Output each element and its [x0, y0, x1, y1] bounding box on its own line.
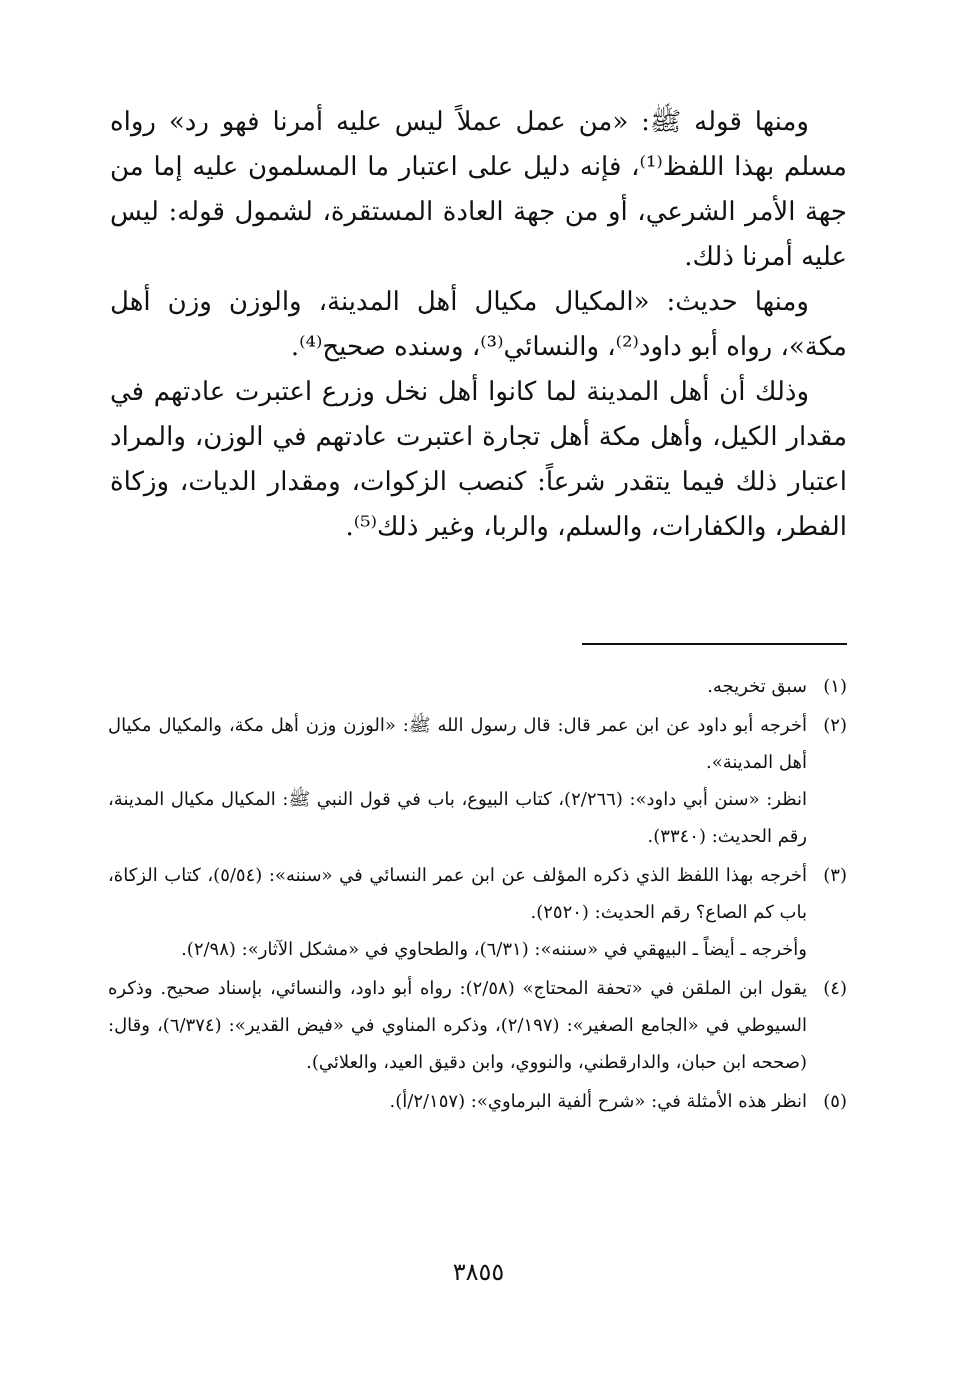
footnote-number: (٢) — [823, 715, 847, 736]
footnote-text: أخرجه بهذا اللفظ الذي ذكره المؤلف عن ابن عمر النسائي في «سننه»: (٥/٥٤)، كتاب الزكاة، باب كم الصاع؟ رقم الحديث: (٢٥٢٠). — [108, 865, 808, 923]
footnote-text: انظر: «سنن أبي داود»: (٢/٢٦٦)، كتاب البيوع، باب في قول النبي ﷺ: المكيال مكيال المدينة، رقم الحديث: (٣٣٤٠). — [108, 789, 807, 847]
footnote — [108, 857, 847, 968]
footnote-text: انظر هذه الأمثلة في: «شرح ألفية البرماوي»: (٢/١٥٧/أ). — [389, 1091, 807, 1112]
footnote-number: (١) — [823, 676, 847, 697]
footnote-divider — [582, 643, 847, 645]
footnote — [108, 668, 847, 705]
footnote-text: سبق تخريجه. — [707, 676, 807, 697]
footnote — [108, 707, 847, 855]
footnotes — [108, 668, 847, 1122]
footnote — [108, 970, 847, 1081]
paragraph: وذلك أن أهل المدينة لما كانوا أهل نخل وزرع اعتبرت عادتهم في مقدار الكيل، وأهل مكة أهل تجارة اعتبرت عادتهم في الوزن، والمراد اعتبار ذلك فيما يتقدر شرعاً: كنصب الزكوات، ومقدار الديات، وزكاة الفطر، والكفارات، والسلم، والربا، وغير ذلك⁽⁵⁾. — [110, 377, 847, 542]
footnote-text: أخرجه أبو داود عن ابن عمر قال: قال رسول الله ﷺ: «الوزن وزن أهل مكة، والمكيال مكيال أهل المدينة». — [108, 715, 807, 773]
footnote-number: (٣) — [823, 865, 847, 886]
paragraph: ومنها حديث: «المكيال مكيال أهل المدينة، والوزن وزن أهل مكة»، رواه أبو داود⁽²⁾، والنسائي⁽³⁾، وسنده صحيح⁽⁴⁾. — [110, 287, 847, 362]
footnote-text: يقول ابن الملقن في «تحفة المحتاج» (٢/٥٨): رواه أبو داود، والنسائي، بإسناد صحيح. وذكره السيوطي في «الجامع الصغير»: (٢/١٩٧)، وذكره المناوي في «فيض القدير»: (٦/٣٧٤)، وقال: (صححه ابن حبان، والدارقطني، والنووي، وابن دقيق العيد، والعلائي). — [108, 978, 807, 1073]
footnote-number: (٤) — [823, 978, 847, 999]
footnote — [108, 1083, 847, 1120]
footnote-text: وأخرجه ـ أيضاً ـ البيهقي في «سننه»: (٦/٣١)، والطحاوي في «مشكل الآثار»: (٢/٩٨). — [181, 939, 807, 960]
footnote-number: (٥) — [823, 1091, 847, 1112]
main-text — [110, 100, 847, 550]
paragraph: ومنها قوله ﷺ: «من عمل عملاً ليس عليه أمرنا فهو رد» رواه مسلم بهذا اللفظ⁽¹⁾، فإنه دليل على اعتبار ما المسلمون عليه إما من جهة الأمر الشرعي، أو من جهة العادة المستقرة، لشمول قوله: ليس عليه أمرنا ذلك. — [110, 107, 847, 272]
page-number: ٣٨٥٥ — [452, 1258, 505, 1286]
